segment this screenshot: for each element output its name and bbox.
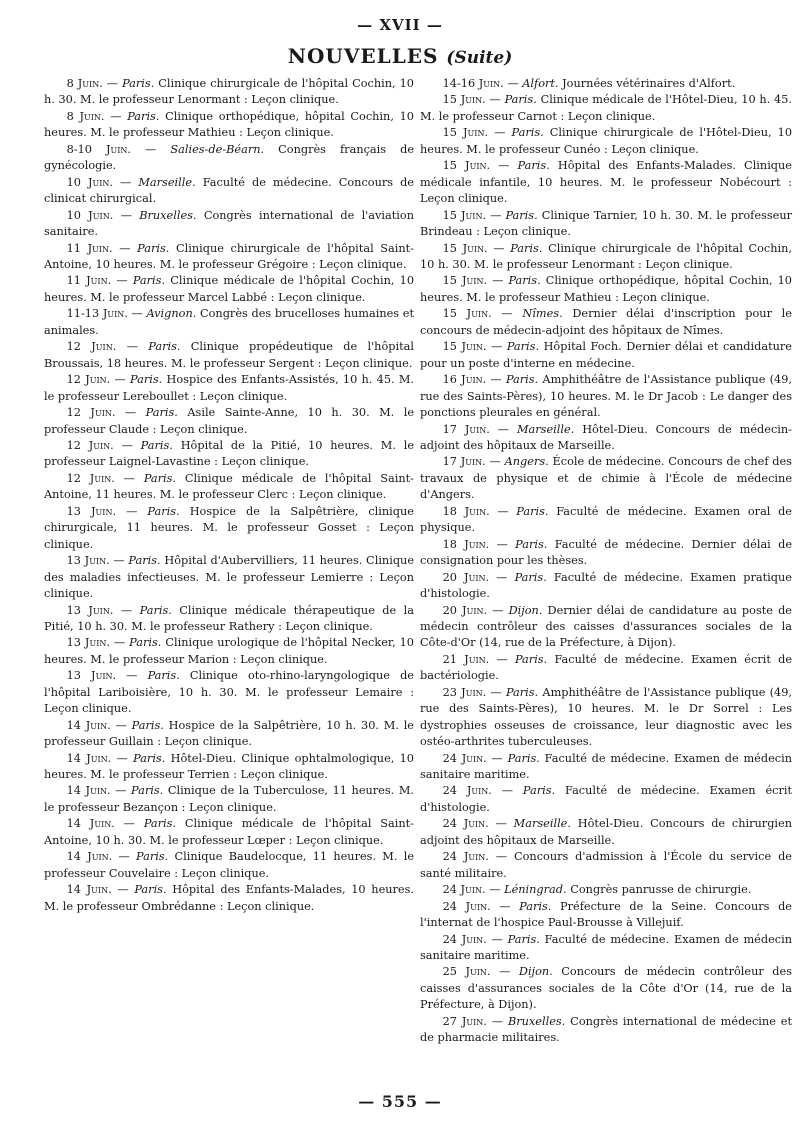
entry-text: Hôtel-Dieu. Concours de médecin-adjoint des hôpitaux de Marseille.: [420, 422, 793, 452]
entry-date: 14 Juin.: [66, 883, 112, 897]
news-entry: 13 Juin. — Paris. Clinique oto-rhino-laryngologique de l'hôpital Lariboisière, 10 h. 30. M. le professeur Lemaire : Leçon clinique.: [44, 669, 414, 716]
entry-city: Alfort.: [522, 77, 559, 90]
entry-city: Paris.: [515, 537, 548, 551]
news-entry: 10 Juin. — Marseille. Faculté de médecine. Concours de clinicat chirurgical.: [44, 175, 414, 206]
news-entry: 14-16 Juin. — Alfort. Journées vétérinaires d'Alfort.: [442, 77, 736, 90]
entry-text: Clinique oto-rhino-laryngologique de l'hôpital Lariboisière, 10 h. 30. M. le professeur Lemaire : Leçon clinique.: [44, 669, 414, 716]
entry-city: Paris.: [140, 438, 173, 452]
news-entry: 15 Juin. — Paris. Hôpital des Enfants-Malades. Clinique médicale infantile, 10 heures. M. le professeur Nobécourt : Leçon clinique.: [420, 159, 792, 206]
entry-date: 16 Juin.: [442, 373, 487, 387]
entry-city: Paris.: [505, 208, 538, 222]
entry-city: Paris.: [137, 241, 170, 255]
entry-text: Faculté de médecine. Concours de clinicat chirurgical.: [44, 175, 414, 206]
entry-city: Paris.: [143, 471, 177, 485]
entry-text: Clinique médicale de l'hôpital Saint-Antoine, 10 h. 30. M. le professeur Lœper : Leçon clinique.: [44, 817, 414, 847]
entry-city: Paris.: [147, 504, 180, 518]
entry-city: Paris.: [127, 109, 160, 123]
entry-text: Clinique orthopédique, hôpital Cochin, 10 heures. M. le professeur Mathieu : Leçon clinique.: [420, 274, 792, 304]
news-entry: 16 Juin. — Paris. Amphithéâtre de l'Assistance publique (49, rue des Saints-Pères), 10 heures. M. le Dr Jacob : Le danger des ponctions pleurales en général.: [420, 373, 793, 420]
entry-text: Faculté de médecine. Examen de médecin sanitaire maritime.: [420, 751, 792, 782]
entry-date: 18 Juin.: [442, 537, 490, 551]
news-entry: 14 Juin. — Paris. Hôpital des Enfants-Malades, 10 heures. M. le professeur Ombrédanne : Leçon clinique.: [44, 883, 414, 913]
news-entry: 15 Juin. — Paris. Clinique chirurgicale de l'Hôtel-Dieu, 10 heures. M. le professeur Cunéo : Leçon clinique.: [420, 126, 793, 156]
entry-city: Paris.: [136, 850, 169, 864]
entry-date: 14-16 Juin.: [442, 77, 504, 90]
entry-date: 12 Juin.: [66, 471, 115, 485]
entry-text: Clinique urologique de l'hôpital Necker, 10 heures. M. le professeur Marion : Leçon clinique.: [44, 636, 414, 666]
entry-city: Angers.: [504, 455, 549, 469]
entry-date: 15 Juin.: [442, 274, 488, 288]
news-entry: 20 Juin. — Dijon. Dernier délai de candidature au poste de médecin contrôleur des caisses d'assurances sociales de la Côte-d'Or (14, rue de la Préfecture, à Dijon).: [420, 603, 792, 650]
entry-city: Dijon.: [518, 965, 553, 979]
entry-date: 24 Juin.: [442, 883, 486, 897]
entry-text: Dernier délai d'inscription pour le concours de médecin-adjoint des hôpitaux de Nîmes.: [420, 307, 792, 337]
entry-city: Paris.: [505, 373, 539, 387]
entry-text: Congrès international de médecine et de pharmacie militaires.: [420, 1014, 792, 1045]
news-entry: 8-10 Juin. — Salies-de-Béarn. Congrès français de gynécologie.: [44, 142, 415, 173]
entry-city: Paris.: [514, 652, 548, 666]
news-entry: 11 Juin. — Paris. Clinique chirurgicale de l'hôpital Saint-Antoine, 10 heures. M. le professeur Grégoire : Leçon clinique.: [44, 241, 414, 271]
entry-city: Marseille.: [513, 817, 571, 831]
entry-text: Dernier délai de candidature au poste de médecin contrôleur des caisses d'assurances sociales de la Côte-d'Or (14, rue de la Préfecture, à Dijon).: [420, 603, 792, 650]
entry-date: 15 Juin.: [442, 93, 486, 107]
entry-city: Paris.: [128, 554, 161, 568]
entry-city: Paris.: [129, 636, 162, 650]
entry-city: Paris.: [148, 340, 181, 354]
entry-text: Clinique orthopédique, hôpital Cochin, 10 heures. M. le professeur Mathieu : Leçon clinique.: [44, 109, 414, 140]
news-entry: 20 Juin. — Paris. Faculté de médecine. Examen pratique d'histologie.: [420, 570, 792, 601]
entry-date: 24 Juin.: [442, 751, 487, 765]
entry-date: 14 Juin.: [66, 850, 113, 864]
entry-date: 15 Juin.: [442, 241, 488, 255]
entry-text: Hôtel-Dieu. Clinique ophtalmologique, 10 heures. M. le professeur Terrien : Leçon clinique.: [44, 751, 414, 782]
entry-date: 12 Juin.: [66, 438, 114, 452]
news-entry: 13 Juin. — Paris. Hospice de la Salpêtrière, clinique chirurgicale, 11 heures. M. le professeur Gosset : Leçon clinique.: [44, 504, 414, 551]
news-entry: 8 Juin. — Paris. Clinique chirurgicale de l'hôpital Cochin, 10 h. 30. M. le professeur Lenormant : Leçon clinique.: [44, 77, 414, 107]
entry-text: Clinique médicale de l'hôpital Saint-Antoine, 11 heures. M. le professeur Clerc : Leçon clinique.: [44, 471, 414, 502]
entry-city: Paris.: [122, 77, 155, 90]
entry-text: Asile Sainte-Anne, 10 h. 30. M. le professeur Claude : Leçon clinique.: [44, 406, 415, 436]
news-entry: 11-13 Juin. — Avignon. Congrès des brucelloses humaines et animales.: [44, 307, 414, 337]
entry-date: 24 Juin.: [442, 784, 492, 798]
entry-text: Clinique chirurgicale de l'hôpital Cochin, 10 h. 30. M. le professeur Lenormant : Leçon clinique.: [420, 241, 792, 271]
entry-date: 13 Juin.: [66, 554, 110, 568]
entry-city: Paris.: [133, 751, 166, 765]
entry-text: Congrès international de l'aviation sanitaire.: [44, 208, 414, 239]
entry-text: Clinique médicale thérapeutique de la Pitié, 10 h. 30. M. le professeur Rathery : Leçon clinique.: [44, 603, 415, 633]
entry-date: 21 Juin.: [442, 652, 490, 666]
entry-text: Congrès panrusse de chirurgie.: [570, 883, 752, 897]
entry-date: 8-10 Juin.: [66, 142, 132, 156]
entry-date: 20 Juin.: [442, 603, 488, 617]
news-entry: 25 Juin. — Dijon. Concours de médecin contrôleur des caisses d'assurances sociales de la Côte d'Or (14, rue de la Préfecture, à Dijon).: [420, 965, 792, 1012]
entry-text: Journées vétérinaires d'Alfort.: [562, 77, 736, 90]
right-column: [420, 76, 792, 1047]
entry-date: 14 Juin.: [66, 751, 112, 765]
entry-text: Clinique Baudelocque, 11 heures. M. le professeur Couvelaire : Leçon clinique.: [44, 850, 415, 880]
entry-date: 15 Juin.: [442, 126, 489, 140]
entry-text: Congrès français de gynécologie.: [44, 142, 415, 173]
entry-city: Salies-de-Béarn.: [170, 142, 265, 156]
news-entry: 8 Juin. — Paris. Clinique orthopédique, hôpital Cochin, 10 heures. M. le professeur Mathieu : Leçon clinique.: [44, 109, 414, 140]
entry-text: Clinique médicale de l'hôpital Cochin, 10 heures. M. le professeur Marcel Labbé : Leçon clinique.: [44, 274, 415, 304]
entry-date: 24 Juin.: [442, 850, 489, 864]
news-entry: 15 Juin. — Paris. Clinique chirurgicale de l'hôpital Cochin, 10 h. 30. M. le professeur Lenormant : Leçon clinique.: [420, 241, 792, 271]
title-text: NOUVELLES: [287, 44, 439, 68]
entry-city: Paris.: [510, 241, 543, 255]
entry-city: Paris.: [507, 751, 540, 765]
entry-date: 13 Juin.: [66, 504, 117, 518]
entry-date: 15 Juin.: [442, 307, 492, 321]
entry-date: 17 Juin.: [442, 422, 490, 436]
news-entry: 24 Juin. — Marseille. Hôtel-Dieu. Concours de chirurgien adjoint des hôpitaux de Marseille.: [420, 817, 792, 847]
page-number: — 555 —: [358, 1092, 442, 1111]
news-entry: 18 Juin. — Paris. Faculté de médecine. Dernier délai de consignation pour les thèses.: [420, 537, 792, 568]
entry-city: Marseille.: [138, 175, 196, 189]
entry-city: Paris.: [522, 784, 556, 798]
entry-city: Paris.: [508, 274, 541, 288]
news-entry: 27 Juin. — Bruxelles. Congrès international de médecine et de pharmacie militaires.: [420, 1014, 792, 1045]
title-suffix: (Suite): [446, 48, 513, 68]
news-entry: 11 Juin. — Paris. Clinique médicale de l'hôpital Cochin, 10 heures. M. le professeur Marcel Labbé : Leçon clinique.: [44, 274, 415, 304]
entry-city: Paris.: [507, 932, 540, 946]
entry-date: 24 Juin.: [442, 932, 487, 946]
entry-date: 12 Juin.: [66, 373, 111, 387]
left-column: [44, 76, 414, 915]
entry-text: École de médecine. Concours de chef des travaux de physique et de chimie à l'École de médecine d'Angers.: [420, 455, 792, 502]
entry-text: Amphithéâtre de l'Assistance publique (49, rue des Saints-Pères), 10 heures. M. le Dr Jacob : Le danger des ponctions pleurales en général.: [420, 373, 793, 420]
entry-text: Hôpital des Enfants-Malades, 10 heures. M. le professeur Ombrédanne : Leçon clinique.: [44, 883, 414, 913]
entry-city: Paris.: [511, 126, 544, 140]
news-entry: 23 Juin. — Paris. Amphithéâtre de l'Assistance publique (49, rue des Saints-Pères), 10 heures. M. le Dr Sorrel : Les dystrophies osseuses de croissance, leur diagnostic avec les ostéo-arthrites tuberculeuses.: [420, 685, 793, 749]
entry-date: 18 Juin.: [442, 504, 490, 518]
entry-text: Clinique chirurgicale de l'Hôtel-Dieu, 10 heures. M. le professeur Cunéo : Leçon clinique.: [420, 126, 793, 156]
entry-city: Bruxelles.: [139, 208, 197, 222]
news-entry: 17 Juin. — Marseille. Hôtel-Dieu. Concours de médecin-adjoint des hôpitaux de Marseille.: [420, 422, 793, 452]
entry-date: 12 Juin.: [66, 406, 116, 420]
news-entry: 21 Juin. — Paris. Faculté de médecine. Examen écrit de bactériologie.: [420, 652, 793, 683]
entry-text: Hospice de la Salpêtrière, 10 h. 30. M. le professeur Guillain : Leçon clinique.: [44, 718, 414, 749]
news-entry: 15 Juin. — Paris. Clinique Tarnier, 10 h. 30. M. le professeur Brindeau : Leçon clinique.: [420, 208, 793, 239]
entry-date: 25 Juin.: [442, 965, 491, 979]
entry-text: Clinique de la Tuberculose, 11 heures. M. le professeur Bezançon : Leçon clinique.: [44, 784, 414, 814]
entry-date: 15 Juin.: [442, 340, 487, 354]
news-entry: 14 Juin. — Paris. Hospice de la Salpêtrière, 10 h. 30. M. le professeur Guillain : Leçon clinique.: [44, 718, 414, 749]
entry-text: Clinique Tarnier, 10 h. 30. M. le professeur Brindeau : Leçon clinique.: [420, 208, 793, 239]
entry-date: 15 Juin.: [442, 159, 491, 173]
entry-date: 27 Juin.: [442, 1014, 487, 1028]
entry-city: Marseille.: [516, 422, 575, 436]
entry-city: Bruxelles.: [507, 1014, 566, 1028]
news-entry: 14 Juin. — Paris. Hôtel-Dieu. Clinique ophtalmologique, 10 heures. M. le professeur Terrien : Leçon clinique.: [44, 751, 414, 782]
entry-text: Concours de médecin contrôleur des caisses d'assurances sociales de la Côte d'Or (14, rue de la Préfecture, à Dijon).: [420, 965, 792, 1012]
entry-city: Paris.: [504, 93, 537, 107]
entry-text: Hospice de la Salpêtrière, clinique chirurgicale, 11 heures. M. le professeur Gosset : Leçon clinique.: [44, 504, 414, 551]
entry-date: 10 Juin.: [66, 208, 114, 222]
entry-city: Paris.: [132, 274, 166, 288]
entry-city: Paris.: [139, 603, 172, 617]
entry-text: Hospice des Enfants-Assistés, 10 h. 45. M. le professeur Lereboullet : Leçon clinique.: [44, 373, 415, 403]
entry-text: Faculté de médecine. Examen pratique d'histologie.: [420, 570, 792, 601]
news-entry: 18 Juin. — Paris. Faculté de médecine. Examen oral de physique.: [420, 504, 792, 535]
entry-city: Paris.: [143, 817, 177, 831]
entry-city: Paris.: [514, 570, 547, 584]
entry-date: 11-13 Juin.: [66, 307, 128, 321]
news-entry: 17 Juin. — Angers. École de médecine. Concours de chef des travaux de physique et de chimie à l'École de médecine d'Angers.: [420, 455, 792, 502]
entry-date: 23 Juin.: [442, 685, 487, 699]
entry-text: Clinique chirurgicale de l'hôpital Cochin, 10 h. 30. M. le professeur Lenormant : Leçon clinique.: [44, 77, 414, 107]
news-entry: 12 Juin. — Paris. Hospice des Enfants-Assistés, 10 h. 45. M. le professeur Lereboullet : Leçon clinique.: [44, 373, 415, 403]
news-entry: 15 Juin. — Paris. Clinique orthopédique, hôpital Cochin, 10 heures. M. le professeur Mathieu : Leçon clinique.: [420, 274, 792, 304]
news-entry: 24 Juin. — Paris. Faculté de médecine. Examen écrit d'histologie.: [420, 784, 793, 814]
news-entry: 13 Juin. — Paris. Clinique urologique de l'hôpital Necker, 10 heures. M. le professeur Marion : Leçon clinique.: [44, 636, 414, 666]
entry-date: 14 Juin.: [66, 784, 111, 798]
entry-date: 17 Juin.: [442, 455, 486, 469]
news-entry: 10 Juin. — Bruxelles. Congrès international de l'aviation sanitaire.: [44, 208, 414, 239]
entry-text: Faculté de médecine. Examen oral de physique.: [420, 504, 792, 535]
entry-city: Dijon.: [508, 603, 543, 617]
entry-city: Avignon.: [146, 307, 197, 321]
entry-city: Nîmes.: [522, 307, 563, 321]
news-entry: 13 Juin. — Paris. Hôpital d'Aubervilliers, 11 heures. Clinique des maladies infectieuses. M. le professeur Lemierre : Leçon clinique.: [44, 554, 415, 601]
news-entry: 12 Juin. — Paris. Hôpital de la Pitié, 10 heures. M. le professeur Laignel-Lavastine : Leçon clinique.: [44, 438, 415, 469]
entry-city: Paris.: [131, 718, 164, 732]
entry-text: Clinique propédeutique de l'hôpital Broussais, 18 heures. M. le professeur Sergent : Leçon clinique.: [44, 340, 414, 370]
news-entry: 15 Juin. — Nîmes. Dernier délai d'inscription pour le concours de médecin-adjoint des hôpitaux de Nîmes.: [420, 307, 792, 337]
entry-date: 13 Juin.: [66, 669, 117, 683]
entry-text: Hôpital d'Aubervilliers, 11 heures. Clinique des maladies infectieuses. M. le professeur Lemierre : Leçon clinique.: [44, 554, 415, 601]
news-entry: 24 Juin. — Paris. Préfecture de la Seine. Concours de l'internat de l'hospice Paul-Brousse à Villejuif.: [420, 899, 792, 930]
entry-city: Paris.: [134, 883, 167, 897]
entry-city: Paris.: [505, 685, 539, 699]
news-entry: 24 Juin. — Concours d'admission à l'École du service de santé militaire.: [420, 850, 792, 880]
entry-date: 10 Juin.: [66, 175, 114, 189]
entry-text: Hôpital des Enfants-Malades. Clinique médicale infantile, 10 heures. M. le professeur Nobécourt : Leçon clinique.: [420, 159, 792, 206]
entry-text: Clinique médicale de l'Hôtel-Dieu, 10 h. 45. M. le professeur Carnot : Leçon clinique.: [420, 93, 793, 123]
news-entry: 12 Juin. — Paris. Clinique propédeutique de l'hôpital Broussais, 18 heures. M. le professeur Sergent : Leçon clinique.: [44, 340, 414, 370]
news-entry: 24 Juin. — Paris. Faculté de médecine. Examen de médecin sanitaire maritime.: [420, 932, 792, 963]
entry-date: 8 Juin.: [66, 77, 103, 90]
entry-text: Faculté de médecine. Examen écrit d'histologie.: [420, 784, 793, 814]
entry-date: 13 Juin.: [66, 636, 110, 650]
entry-city: Paris.: [131, 784, 164, 798]
page-roman-numeral: — XVII —: [357, 16, 443, 34]
news-entry: 14 Juin. — Paris. Clinique médicale de l'hôpital Saint-Antoine, 10 h. 30. M. le professeur Lœper : Leçon clinique.: [44, 817, 414, 847]
news-entry: 14 Juin. — Paris. Clinique de la Tuberculose, 11 heures. M. le professeur Bezançon : Leçon clinique.: [44, 784, 414, 814]
entry-text: Hôpital de la Pitié, 10 heures. M. le professeur Laignel-Lavastine : Leçon clinique.: [44, 438, 415, 469]
entry-date: 24 Juin.: [442, 817, 489, 831]
news-entry: 12 Juin. — Paris. Clinique médicale de l'hôpital Saint-Antoine, 11 heures. M. le professeur Clerc : Leçon clinique.: [44, 471, 414, 502]
news-entry: 15 Juin. — Paris. Clinique médicale de l'Hôtel-Dieu, 10 h. 45. M. le professeur Carnot : Leçon clinique.: [420, 93, 793, 123]
entry-text: Clinique chirurgicale de l'hôpital Saint-Antoine, 10 heures. M. le professeur Grégoire : Leçon clinique.: [44, 241, 414, 271]
entry-date: 20 Juin.: [442, 570, 490, 584]
entry-text: Hôtel-Dieu. Concours de chirurgien adjoint des hôpitaux de Marseille.: [420, 817, 792, 847]
entry-date: 15 Juin.: [442, 208, 487, 222]
entry-text: Concours d'admission à l'École du service de santé militaire.: [420, 850, 792, 880]
news-entry: 24 Juin. — Léningrad. Congrès panrusse de chirurgie.: [442, 883, 752, 897]
entry-date: 24 Juin.: [442, 899, 491, 913]
entry-city: Paris.: [130, 373, 163, 387]
entry-city: Paris.: [147, 669, 180, 683]
entry-city: Paris.: [517, 159, 550, 173]
news-entry: 14 Juin. — Paris. Clinique Baudelocque, 11 heures. M. le professeur Couvelaire : Leçon clinique.: [44, 850, 415, 880]
news-entry: 13 Juin. — Paris. Clinique médicale thérapeutique de la Pitié, 10 h. 30. M. le professeur Rathery : Leçon clinique.: [44, 603, 415, 633]
news-entry: 15 Juin. — Paris. Hôpital Foch. Dernier délai et candidature pour un poste d'interne en médecine.: [420, 340, 792, 370]
entry-date: 13 Juin.: [66, 603, 114, 617]
section-title: [0, 44, 800, 68]
entry-date: 12 Juin.: [66, 340, 117, 354]
entry-city: Paris.: [506, 340, 540, 354]
entry-date: 14 Juin.: [66, 817, 115, 831]
entry-text: Hôpital Foch. Dernier délai et candidature pour un poste d'interne en médecine.: [420, 340, 792, 370]
entry-date: 14 Juin.: [66, 718, 111, 732]
entry-text: Faculté de médecine. Examen écrit de bactériologie.: [420, 652, 793, 683]
entry-city: Paris.: [145, 406, 178, 420]
entry-city: Léningrad.: [504, 883, 567, 897]
entry-date: 11 Juin.: [66, 274, 112, 288]
entry-text: Préfecture de la Seine. Concours de l'internat de l'hospice Paul-Brousse à Villejuif.: [420, 899, 792, 930]
entry-text: Faculté de médecine. Examen de médecin sanitaire maritime.: [420, 932, 792, 963]
entry-text: Congrès des brucelloses humaines et animales.: [44, 307, 414, 337]
entry-text: Amphithéâtre de l'Assistance publique (49, rue des Saints-Pères), 10 heures. M. le Dr Sorrel : Les dystrophies osseuses de croissance, leur diagnostic avec les ostéo-arthrites tuberculeuses.: [420, 685, 793, 749]
entry-date: 11 Juin.: [66, 241, 113, 255]
entry-city: Paris.: [516, 504, 549, 518]
entry-date: 8 Juin.: [66, 109, 105, 123]
news-entry: 24 Juin. — Paris. Faculté de médecine. Examen de médecin sanitaire maritime.: [420, 751, 792, 782]
news-entry: 12 Juin. — Paris. Asile Sainte-Anne, 10 h. 30. M. le professeur Claude : Leçon clinique.: [44, 406, 415, 436]
entry-city: Paris.: [519, 899, 552, 913]
entry-text: Faculté de médecine. Dernier délai de consignation pour les thèses.: [420, 537, 792, 568]
